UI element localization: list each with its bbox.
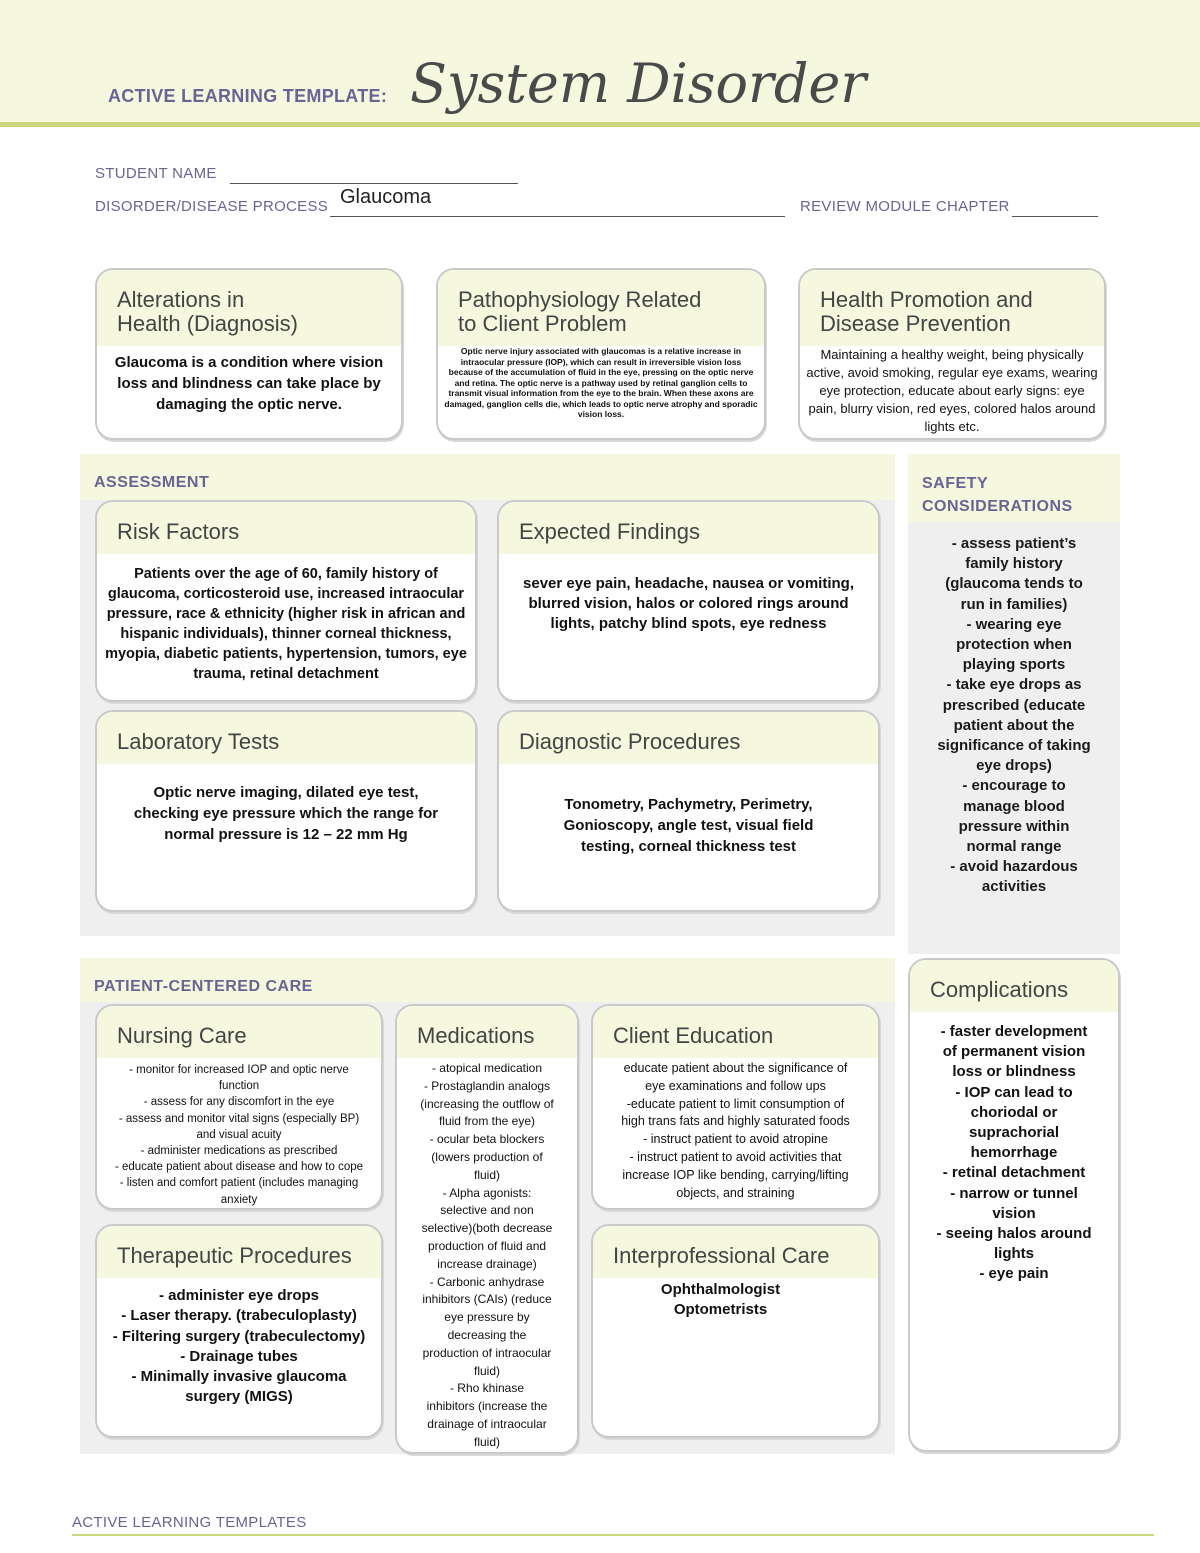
therapeutic-procedure-line: - Minimally invasive glaucoma — [131, 1368, 347, 1386]
medication-line: (lowers production of — [431, 1149, 543, 1164]
safety-label-line2: CONSIDERATIONS — [922, 498, 1073, 515]
interprofessional-care-line: Ophthalmologist — [660, 1281, 781, 1298]
medication-line: decreasing the — [447, 1327, 527, 1342]
medication-line: - ocular beta blockers — [429, 1132, 545, 1147]
nursing-care-line: and visual acuity — [196, 1128, 282, 1141]
nursing-care-line: - assess for any discomfort in the eye — [143, 1096, 335, 1109]
medications-title: Medications — [397, 1006, 577, 1058]
client-education-line: high trans fats and highly saturated foods — [621, 1114, 850, 1129]
complication-line: - faster development — [940, 1023, 1088, 1040]
complication-line: choriodal or — [970, 1103, 1058, 1121]
medication-line: - Rho khinase — [449, 1381, 525, 1396]
health-promotion-card-header — [800, 270, 1104, 346]
nursing-care-line: function — [218, 1080, 260, 1093]
safety-label — [922, 472, 1073, 518]
safety-line: family history — [965, 555, 1063, 573]
medication-line: - atopical medication — [431, 1061, 543, 1075]
header-rule — [0, 122, 1200, 127]
risk-factors-card — [95, 500, 477, 702]
therapeutic-procedures-card — [95, 1224, 383, 1438]
interprofessional-care-list — [593, 1278, 848, 1322]
laboratory-tests-title: Laboratory Tests — [97, 712, 475, 764]
nursing-care-line: - listen and comfort patient (includes managing — [119, 1177, 359, 1190]
safety-line: activities — [981, 878, 1047, 896]
risk-factors-title: Risk Factors — [97, 502, 475, 554]
medication-line: drainage of intraocular — [427, 1416, 547, 1431]
nursing-care-line: anxiety — [220, 1193, 258, 1206]
client-education-line: - instruct patient to avoid activities that — [629, 1149, 842, 1164]
nursing-care-list — [97, 1058, 381, 1210]
safety-line: - wearing eye — [966, 615, 1062, 633]
client-education-line: objects, and straining — [676, 1185, 795, 1200]
safety-label-line1: SAFETY — [922, 475, 989, 492]
medication-line: fluid) — [473, 1363, 500, 1378]
medication-line: inhibitors (CAIs) (reduce — [422, 1292, 552, 1307]
complication-line: - IOP can lead to — [955, 1083, 1073, 1101]
health-promotion-title-line1: Health Promotion and — [820, 287, 1033, 312]
patient-care-label: PATIENT-CENTERED CARE — [94, 978, 313, 995]
footer-rule — [72, 1534, 1154, 1536]
safety-line: normal range — [966, 838, 1062, 856]
alterations-card-header — [97, 270, 401, 346]
safety-line: - avoid hazardous — [950, 858, 1078, 876]
complication-line: - seeing halos around — [936, 1225, 1092, 1243]
safety-line: significance of taking — [937, 737, 1091, 755]
safety-line: manage blood — [963, 797, 1065, 815]
template-label: ACTIVE LEARNING TEMPLATE: — [108, 86, 388, 106]
nursing-care-line: - assess and monitor vital signs (especially BP) — [118, 1112, 360, 1125]
therapeutic-procedure-line: surgery (MIGS) — [185, 1388, 293, 1406]
diagnostic-procedures-body: Tonometry, Pachymetry, Perimetry, Gonioscopy, angle test, visual field testing, corneal thickness test — [563, 796, 814, 855]
student-name-field[interactable] — [230, 183, 518, 184]
complications-list — [910, 1012, 1118, 1295]
client-education-card — [591, 1004, 880, 1210]
therapeutic-procedure-line: - Drainage tubes — [180, 1347, 298, 1365]
therapeutic-procedures-title: Therapeutic Procedures — [97, 1226, 381, 1278]
alterations-body: Glaucoma is a condition where vision loss and blindness can take place by damaging the optic nerve. — [114, 354, 384, 413]
therapeutic-procedure-line: - Laser therapy. (trabeculoplasty) — [121, 1307, 357, 1325]
complication-line: suprachorial — [968, 1124, 1060, 1142]
interprofessional-care-line: Optometrists — [673, 1301, 768, 1318]
safety-line: patient about the — [953, 716, 1075, 734]
safety-line: eye drops) — [976, 757, 1052, 775]
pathophysiology-body: Optic nerve injury associated with glaucomas is a relative increase in intraocular pressure (IOP), which can result in irreversible vision loss because of the accumulation of fluid in the eye, pressing on the optic nerve and retina. The optic nerve is a pathway used by retinal ganglion cells to transmit visual information from the eye to the brain. When these axons are damaged, ganglion cells die, which leads to optic nerve atrophy and sporadic vision loss. — [444, 346, 758, 419]
expected-findings-body: sever eye pain, headache, nausea or vomiting, blurred vision, halos or colored rings around lights, patchy blind spots, eye redness — [523, 575, 854, 632]
medication-line: - Carbonic anhydrase — [429, 1274, 545, 1289]
medication-line: fluid from the eye) — [438, 1114, 536, 1129]
safety-line: prescribed (educate — [942, 696, 1086, 714]
safety-line: protection when — [956, 636, 1072, 654]
nursing-care-line: - educate patient about disease and how to cope — [114, 1161, 364, 1174]
complications-title: Complications — [910, 960, 1118, 1012]
nursing-care-line: - monitor for increased IOP and optic nerve — [129, 1064, 349, 1076]
medication-line: - Prostaglandin analogs — [423, 1078, 551, 1093]
client-education-title: Client Education — [593, 1006, 878, 1058]
client-education-line: educate patient about the significance of — [623, 1061, 848, 1075]
nursing-care-card — [95, 1004, 383, 1210]
safety-considerations-list — [908, 534, 1120, 898]
disorder-value: Glaucoma — [340, 186, 432, 208]
health-promotion-title-line2: Disease Prevention — [820, 311, 1011, 336]
medication-line: increase drainage) — [437, 1256, 537, 1271]
nursing-care-line: - administer medications as prescribed — [140, 1145, 338, 1158]
medication-line: - Alpha agonists: — [442, 1185, 532, 1200]
complication-line: - retinal detachment — [942, 1164, 1086, 1182]
safety-line: (glaucoma tends to — [945, 575, 1083, 593]
complication-line: lights — [994, 1245, 1034, 1263]
alterations-card — [95, 268, 403, 440]
interprofessional-care-card — [591, 1224, 880, 1438]
safety-line: pressure within — [958, 817, 1070, 835]
footer-label: ACTIVE LEARNING TEMPLATES — [72, 1514, 307, 1531]
medication-line: fluid) — [473, 1434, 500, 1449]
client-education-list — [593, 1058, 878, 1204]
review-module-chapter-label: REVIEW MODULE CHAPTER — [800, 198, 1010, 215]
nursing-care-title: Nursing Care — [97, 1006, 381, 1058]
medication-line: inhibitors (increase the — [426, 1399, 548, 1414]
complication-line: - eye pain — [979, 1265, 1049, 1283]
client-education-line: -educate patient to limit consumption of — [626, 1096, 845, 1111]
health-promotion-card — [798, 268, 1106, 440]
health-promotion-body: Maintaining a healthy weight, being physically active, avoid smoking, regular eye exams, wearing eye protection, educate about early signs: eye pain, blurry vision, red eyes, colored halos around lights etc. — [806, 347, 1098, 434]
pathophysiology-title-line2: to Client Problem — [458, 311, 627, 336]
complication-line: hemorrhage — [970, 1144, 1058, 1162]
risk-factors-body: Patients over the age of 60, family history of glaucoma, corticosteroid use, increased intraocular pressure, race & ethnicity (higher risk in african and hispanic individuals), thinner corneal thickness, myopia, diabetic patients, hypertension, tumors, eye trauma, retinal detachment — [105, 566, 467, 682]
client-education-line: - instruct patient to avoid atropine — [643, 1132, 828, 1147]
complication-line: - narrow or tunnel — [950, 1184, 1078, 1202]
review-module-chapter-field[interactable] — [1012, 216, 1098, 217]
safety-panel — [908, 454, 1120, 954]
therapeutic-procedures-list — [97, 1278, 381, 1416]
complications-card — [908, 958, 1120, 1452]
safety-line: run in families) — [960, 595, 1068, 613]
laboratory-tests-card — [95, 710, 477, 912]
client-education-line: increase IOP like bending, carrying/lifting — [622, 1167, 849, 1182]
safety-line: - take eye drops as — [946, 676, 1082, 694]
pathophysiology-card-header — [438, 270, 764, 346]
complication-line: loss or blindness — [952, 1063, 1076, 1081]
student-name-label: STUDENT NAME — [95, 165, 217, 182]
alterations-title-line2: Health (Diagnosis) — [117, 311, 298, 336]
safety-line: playing sports — [962, 656, 1066, 674]
safety-line: - assess patient’s — [951, 535, 1077, 552]
safety-line: - encourage to — [962, 777, 1066, 795]
medication-line: eye pressure by — [444, 1310, 530, 1325]
client-education-line: eye examinations and follow ups — [645, 1078, 826, 1093]
pathophysiology-title-line1: Pathophysiology Related — [458, 287, 702, 312]
assessment-label: ASSESSMENT — [94, 474, 210, 491]
pathophysiology-card — [436, 268, 766, 440]
disorder-field[interactable] — [330, 216, 785, 217]
disorder-label: DISORDER/DISEASE PROCESS — [95, 198, 329, 215]
medication-line: (increasing the outflow of — [420, 1096, 554, 1111]
medication-line: selective)(both decrease — [421, 1221, 553, 1236]
expected-findings-title: Expected Findings — [499, 502, 878, 554]
expected-findings-card — [497, 500, 880, 702]
medications-card — [395, 1004, 579, 1454]
therapeutic-procedure-line: - Filtering surgery (trabeculectomy) — [112, 1327, 366, 1345]
medication-line: selective and non — [440, 1203, 534, 1218]
diagnostic-procedures-title: Diagnostic Procedures — [499, 712, 878, 764]
medication-line: production of fluid and — [427, 1238, 547, 1253]
interprofessional-care-title: Interprofessional Care — [593, 1226, 878, 1278]
template-title: System Disorder — [410, 52, 867, 115]
laboratory-tests-body: Optic nerve imaging, dilated eye test, checking eye pressure which the range for normal pressure is 12 – 22 mm Hg — [133, 784, 439, 843]
diagnostic-procedures-card — [497, 710, 880, 912]
medication-line: production of intraocular — [422, 1345, 552, 1360]
complication-line: of permanent vision — [942, 1043, 1086, 1061]
therapeutic-procedure-line: - administer eye drops — [158, 1287, 320, 1304]
medication-line: fluid) — [473, 1167, 500, 1182]
alterations-title-line1: Alterations in — [117, 287, 245, 312]
medications-list — [397, 1058, 577, 1454]
complication-line: vision — [992, 1204, 1036, 1222]
